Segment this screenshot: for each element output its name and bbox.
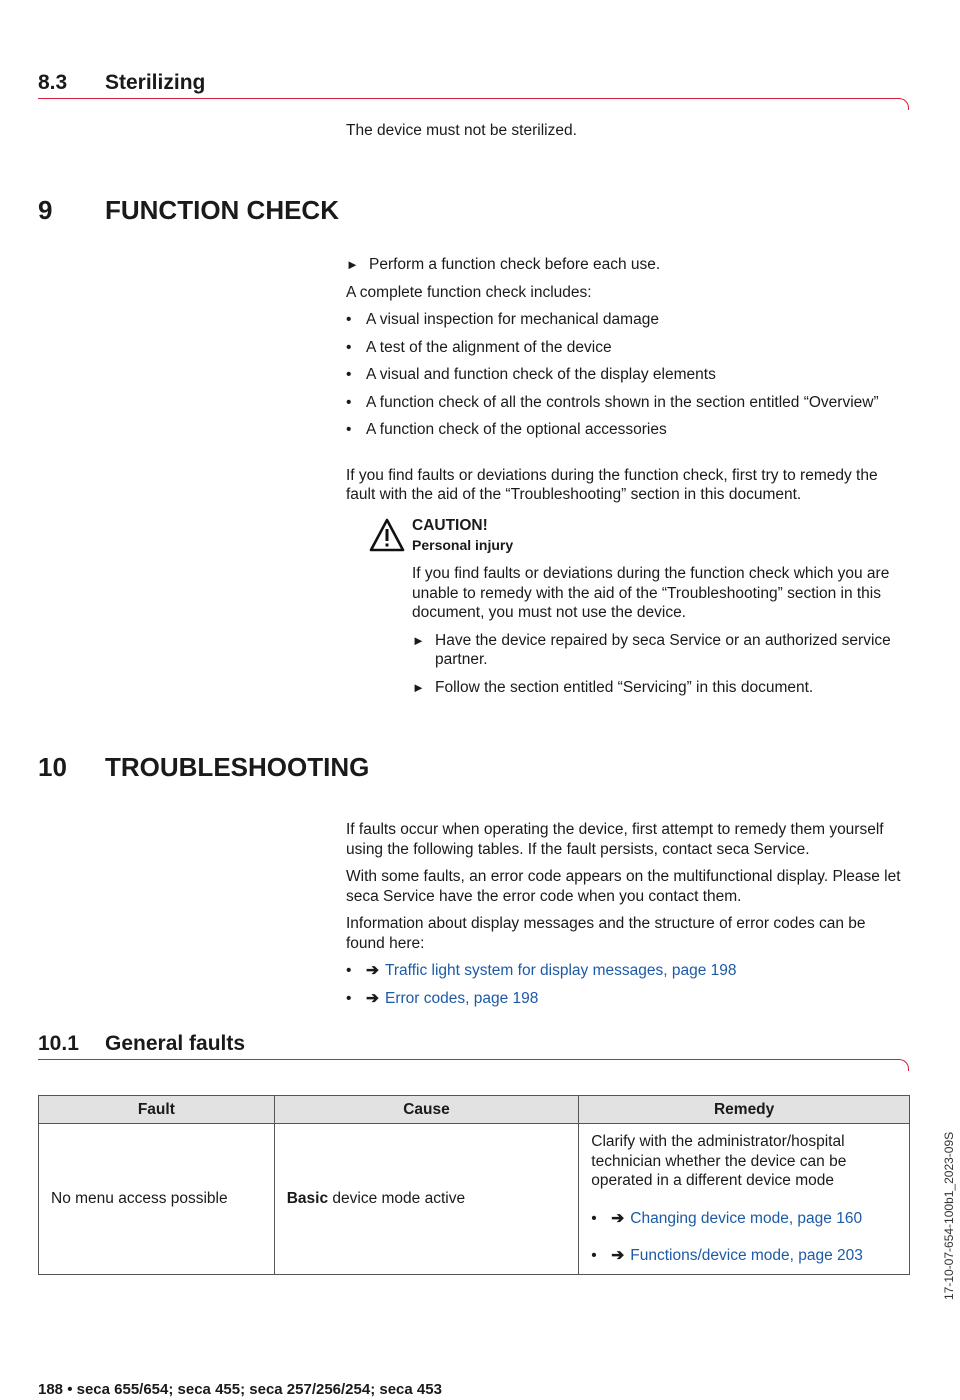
remedy-cell: [579, 1124, 910, 1275]
troubleshooting-body: [346, 820, 906, 1008]
chapter-9-heading: [38, 195, 438, 227]
link-changing-device-mode[interactable]: Changing device mode, page 160: [630, 1209, 863, 1227]
arrow-right-icon: ➔: [366, 989, 379, 1007]
chapter-number: 10: [38, 752, 67, 782]
list-item: [591, 1246, 897, 1266]
list-item: [591, 1209, 897, 1229]
list-item: [346, 961, 906, 981]
caution-subtitle: Personal injury: [412, 536, 514, 553]
section-10-1-heading: [38, 1032, 438, 1058]
remedy-text: Clarify with the administrator/hospital technician whether the device can be operated in a different device mode: [591, 1133, 847, 1189]
list-item: • A function check of the optional accessories: [346, 420, 906, 440]
paragraph: If faults occur when operating the device, first attempt to remedy them yourself using the following tables. If the fault persists, contact seca Service.: [346, 821, 884, 858]
arrow-right-icon: ➔: [366, 962, 379, 979]
section-rule: [38, 1059, 900, 1060]
warning-triangle-icon: [369, 518, 405, 552]
function-check-body: [346, 255, 906, 505]
caution-block: [412, 516, 907, 697]
table-row: [39, 1124, 910, 1275]
arrow-right-icon: ➔: [611, 1209, 625, 1227]
page-footer: 188 • seca 655/654; seca 455; seca 257/256/254; seca 453: [38, 1381, 442, 1398]
link-error-codes[interactable]: Error codes, page 198: [385, 989, 539, 1007]
cause-cell: Basic device mode active: [274, 1124, 579, 1275]
section-rule-end: [899, 98, 909, 110]
document-code: 17-10-07-654-100b1_2023-09S: [942, 1131, 956, 1300]
column-header-remedy: Remedy: [579, 1096, 910, 1124]
list-item: • A test of the alignment of the device: [346, 338, 906, 358]
section-rule-end: [899, 1059, 909, 1071]
list-item: • A visual inspection for mechanical damage: [346, 310, 906, 330]
section-title: General faults: [105, 1032, 246, 1055]
chapter-number: 9: [38, 195, 53, 225]
arrow-right-icon: ►: [412, 679, 425, 695]
faults-paragraph: If you find faults or deviations during the function check, first try to remedy the fault with the aid of the “Troubleshooting” section in this document.: [346, 466, 878, 503]
section-number: 10.1: [38, 1032, 79, 1055]
caution-action: ► Follow the section entitled “Servicing” in this document.: [412, 678, 814, 696]
caution-text: If you find faults or deviations during the function check which you are unable to remedy with the aid of the “Troubleshooting” section in this document, you must not use the device.: [412, 565, 890, 621]
list-item: • A function check of all the controls shown in the section entitled “Overview”: [346, 393, 906, 413]
fault-cell: No menu access possible: [39, 1124, 275, 1275]
device-mode-name: Basic: [286, 1190, 329, 1207]
section-number: 8.3: [38, 71, 68, 94]
arrow-right-icon: ➔: [611, 1247, 625, 1264]
arrow-right-icon: ►: [412, 632, 425, 648]
action-step: ► Perform a function check before each use.: [346, 256, 661, 273]
arrow-right-icon: ►: [346, 257, 359, 272]
link-traffic-light[interactable]: Traffic light system for display messages, page 198: [385, 962, 737, 979]
caution-action: ► Have the device repaired by seca Service or an authorized service partner.: [412, 631, 891, 668]
chapter-title: FUNCTION CHECK: [105, 195, 339, 225]
column-header-cause: Cause: [274, 1096, 579, 1124]
list-item: [346, 989, 906, 1009]
chapter-10-heading: [38, 752, 438, 784]
column-header-fault: Fault: [39, 1096, 275, 1124]
sterilizing-text: The device must not be sterilized.: [346, 122, 577, 139]
general-faults-table: [38, 1095, 910, 1275]
paragraph: Information about display messages and the structure of error codes can be found here:: [346, 915, 866, 952]
section-rule: [38, 98, 900, 99]
link-functions-device-mode[interactable]: Functions/device mode, page 203: [630, 1247, 863, 1264]
list-item: • A visual and function check of the display elements: [346, 365, 906, 385]
table-header-row: [39, 1096, 910, 1124]
chapter-title: TROUBLESHOOTING: [105, 752, 370, 782]
check-intro: A complete function check includes:: [346, 283, 592, 301]
section-8-3-heading: [38, 71, 338, 97]
section-title: Sterilizing: [105, 71, 206, 94]
paragraph: With some faults, an error code appears on the multifunctional display. Please let seca Service have the error code when you contact them.: [346, 868, 901, 905]
caution-title: CAUTION!: [412, 517, 488, 534]
